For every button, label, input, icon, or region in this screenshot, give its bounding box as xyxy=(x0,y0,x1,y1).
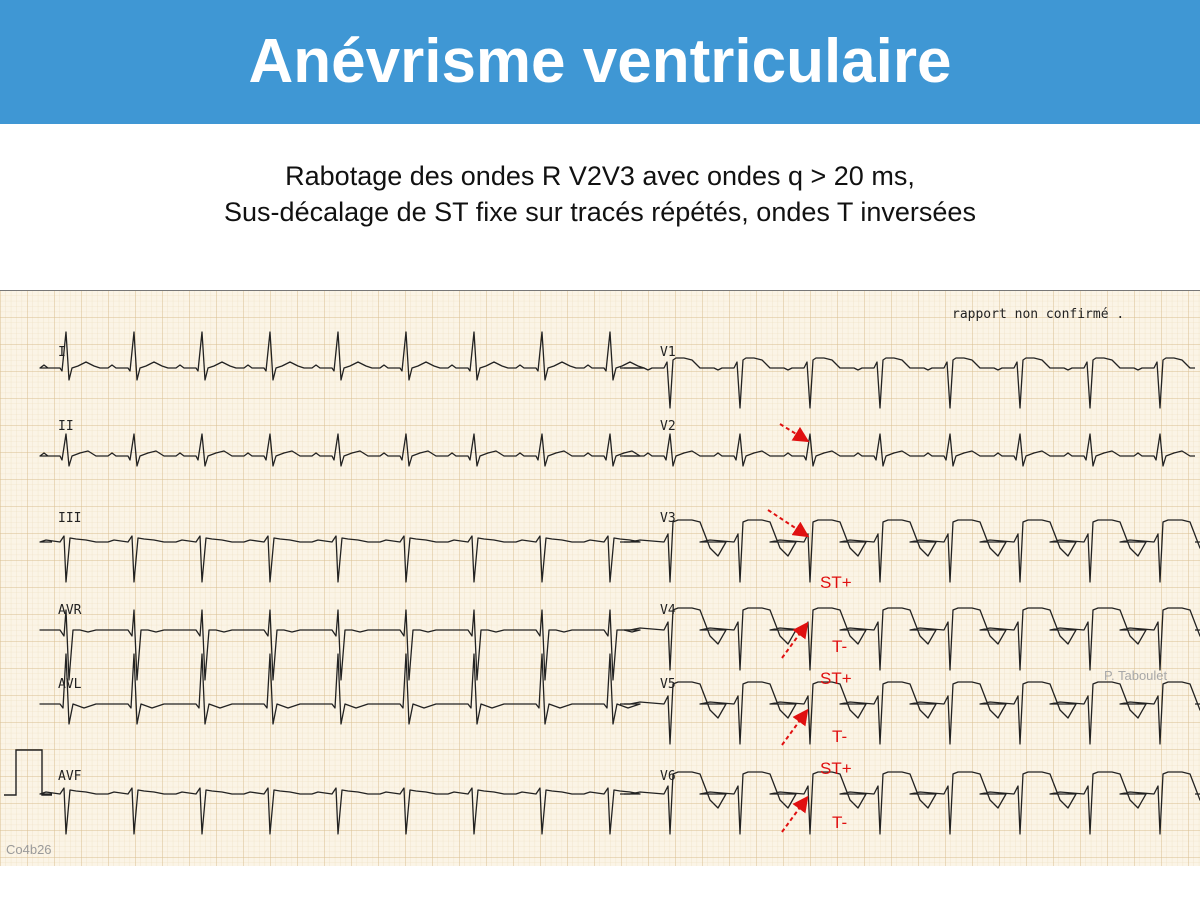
slide-subtitle xyxy=(0,158,1200,230)
subtitle-line-2: Sus-décalage de ST fixe sur tracés répétés, ondes T inversées xyxy=(224,197,976,227)
lead-label-avr: AVR xyxy=(58,603,82,618)
subtitle-line-1: Rabotage des ondes R V2V3 avec ondes q > 20 ms, xyxy=(285,161,915,191)
annotation-v6-t: T- xyxy=(832,813,848,832)
lead-label-ii: II xyxy=(58,419,74,434)
annotation-v6-st: ST+ xyxy=(820,759,852,778)
slide-title: Anévrisme ventriculaire xyxy=(248,27,952,96)
annotation-v5-st: ST+ xyxy=(820,669,852,688)
annotation-v4-t: T- xyxy=(832,637,848,656)
report-note: rapport non confirmé . xyxy=(952,307,1125,322)
annotation-v5-t: T- xyxy=(832,727,848,746)
lead-label-i: I xyxy=(58,345,66,360)
lead-label-avf: AVF xyxy=(58,769,82,784)
tracing-code: Co4b26 xyxy=(6,842,52,857)
lead-label-v6: V6 xyxy=(660,769,676,784)
author-credit: P. Taboulet xyxy=(1104,668,1168,683)
lead-label-iii: III xyxy=(58,511,82,526)
ecg-tracing xyxy=(0,290,1200,866)
lead-label-avl: AVL xyxy=(58,677,82,692)
annotation-v4-st: ST+ xyxy=(820,573,852,592)
lead-label-v5: V5 xyxy=(660,677,676,692)
lead-label-v3: V3 xyxy=(660,511,676,526)
lead-label-v4: V4 xyxy=(660,603,676,618)
lead-label-v1: V1 xyxy=(660,345,676,360)
lead-label-v2: V2 xyxy=(660,419,676,434)
title-banner xyxy=(0,0,1200,124)
